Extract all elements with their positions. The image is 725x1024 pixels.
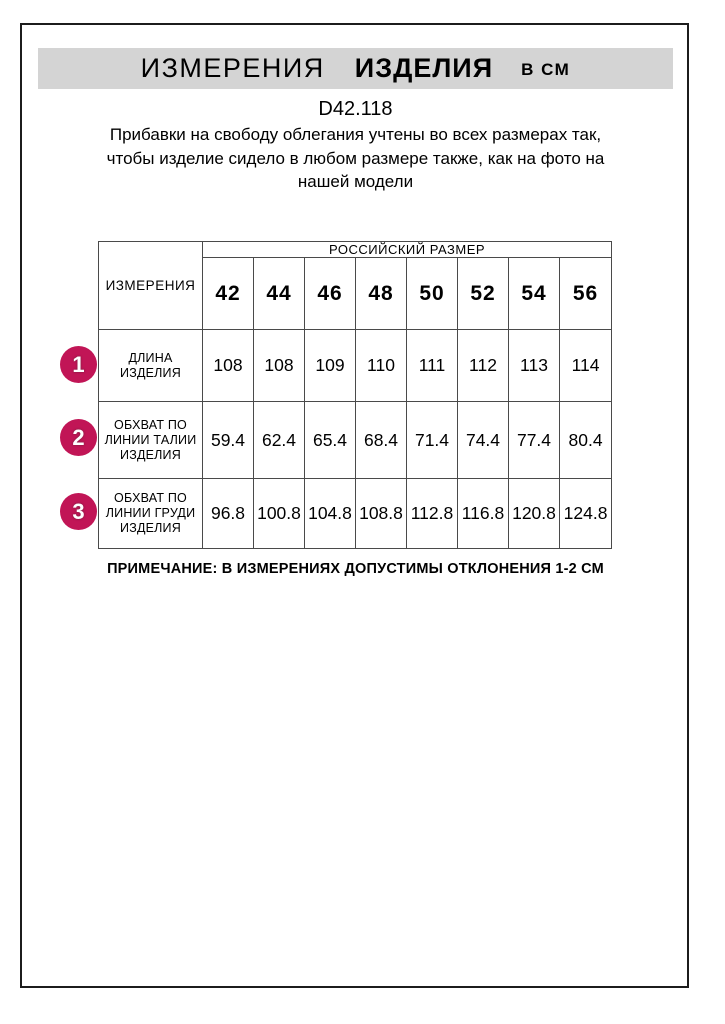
- value-cell: 112: [458, 330, 509, 402]
- size-header-cell: 52: [458, 258, 509, 330]
- value-cell: 59.4: [203, 402, 254, 479]
- table-row-chest: [99, 479, 612, 549]
- value-cell: 108: [203, 330, 254, 402]
- value-cell: 96.8: [203, 479, 254, 549]
- value-cell: 65.4: [305, 402, 356, 479]
- row-number-badge-2: 2: [60, 419, 97, 456]
- size-header-cell: 50: [407, 258, 458, 330]
- row-label: ДЛИНА ИЗДЕЛИЯ: [99, 330, 203, 402]
- size-group-header: РОССИЙСКИЙ РАЗМЕР: [203, 242, 612, 258]
- value-cell: 120.8: [509, 479, 560, 549]
- value-cell: 112.8: [407, 479, 458, 549]
- title-unit-cm: В СМ: [521, 60, 571, 79]
- size-header-cell: 42: [203, 258, 254, 330]
- value-cell: 108: [254, 330, 305, 402]
- value-cell: 109: [305, 330, 356, 402]
- value-cell: 110: [356, 330, 407, 402]
- row-number-badge-1: 1: [60, 346, 97, 383]
- table-corner-label: ИЗМЕРЕНИЯ: [99, 242, 203, 330]
- tolerance-note: ПРИМЕЧАНИЕ: В ИЗМЕРЕНИЯХ ДОПУСТИМЫ ОТКЛОНЕНИЯ 1-2 СМ: [107, 561, 604, 577]
- value-cell: 71.4: [407, 402, 458, 479]
- size-header-cell: 48: [356, 258, 407, 330]
- size-header-cell: 44: [254, 258, 305, 330]
- value-cell: 111: [407, 330, 458, 402]
- value-cell: 100.8: [254, 479, 305, 549]
- value-cell: 124.8: [560, 479, 612, 549]
- title-word-measurements: ИЗМЕРЕНИЯ: [140, 53, 325, 83]
- value-cell: 68.4: [356, 402, 407, 479]
- title-word-product: ИЗДЕЛИЯ: [354, 53, 494, 83]
- value-cell: 108.8: [356, 479, 407, 549]
- value-cell: 74.4: [458, 402, 509, 479]
- size-header-cell: 54: [509, 258, 560, 330]
- table-row-length: [99, 330, 612, 402]
- row-label: ОБХВАТ ПО ЛИНИИ ТАЛИИ ИЗДЕЛИЯ: [99, 402, 203, 479]
- value-cell: 113: [509, 330, 560, 402]
- model-code: D42.118: [318, 98, 393, 120]
- value-cell: 62.4: [254, 402, 305, 479]
- value-cell: 114: [560, 330, 612, 402]
- row-number-badge-3: 3: [60, 493, 97, 530]
- value-cell: 104.8: [305, 479, 356, 549]
- value-cell: 116.8: [458, 479, 509, 549]
- value-cell: 80.4: [560, 402, 612, 479]
- title-bar: [38, 48, 673, 89]
- table-group-header-row: [99, 242, 612, 258]
- value-cell: 77.4: [509, 402, 560, 479]
- fit-description: Прибавки на свободу облегания учтены во всех размерах так, чтобы изделие сидело в любом размере также, как на фото на нашей модели: [106, 125, 605, 191]
- row-label: ОБХВАТ ПО ЛИНИИ ГРУДИ ИЗДЕЛИЯ: [99, 479, 203, 549]
- size-header-cell: 56: [560, 258, 612, 330]
- table-row-waist: [99, 402, 612, 479]
- size-table: [98, 241, 612, 549]
- size-header-cell: 46: [305, 258, 356, 330]
